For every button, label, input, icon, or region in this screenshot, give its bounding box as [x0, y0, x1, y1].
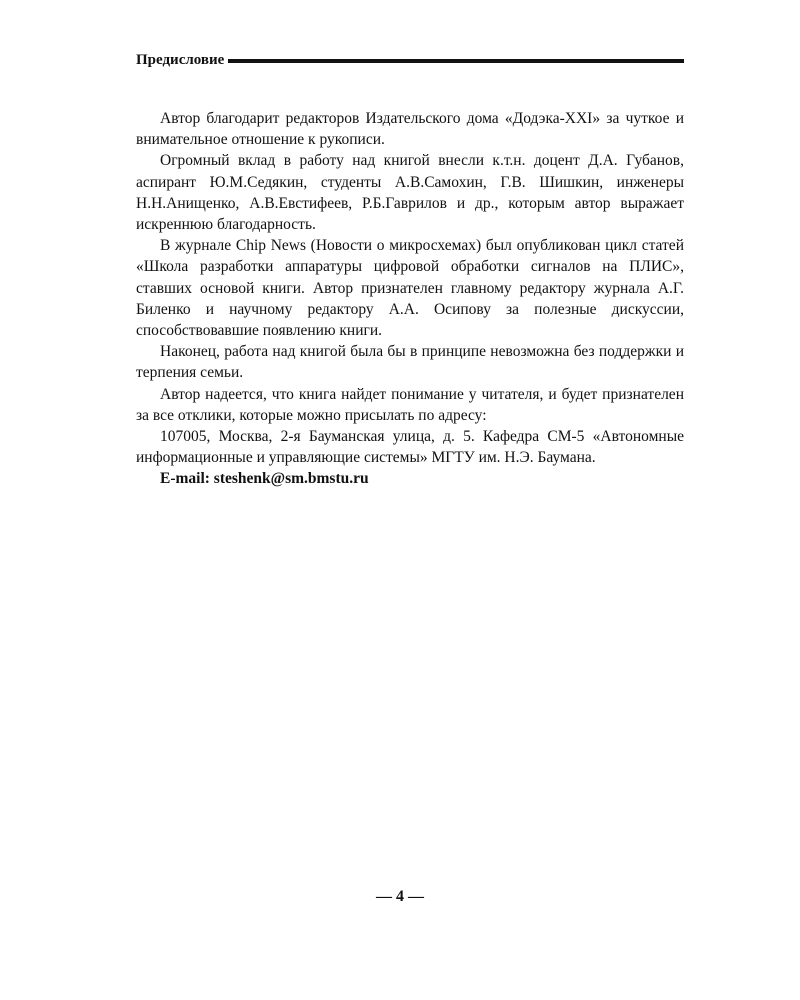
preface-body — [136, 108, 684, 490]
paragraph-contributors: Огромный вклад в работу над книгой внесли к.т.н. доцент Д.А. Губанов, аспирант Ю.М.Седякин, студенты А.В.Самохин, Г.В. Шишкин, инженеры Н.Н.Анищенко, А.В.Евстифеев, Р.Б.Гаврилов и др., которым автор выражает искреннюю благодарность. — [136, 152, 684, 234]
page-number: — 4 — — [376, 888, 424, 905]
paragraph-editors: Автор благодарит редакторов Издательского дома «Додэка-XXI» за чуткое и внимательное отношение к рукописи. — [136, 110, 684, 149]
paragraph-feedback: Автор надеется, что книга найдет понимание у читателя, и будет признателен за все отклики, которые можно присылать по адресу: — [136, 385, 684, 424]
header-rule — [228, 59, 684, 63]
paragraph-journal: В журнале Chip News (Новости о микросхемах) был опубликован цикл статей «Школа разработки аппаратуры цифровой обработки сигналов на ПЛИС», ставших основой книги. Автор признателен главному редактору журнала А.Г. Биленко и научному редактору А.А. Осипову за полезные дискуссии, способствовавшие появлению книги. — [136, 237, 684, 340]
email-line: E-mail: steshenk@sm.bmstu.ru — [160, 470, 369, 488]
paragraph-address: 107005, Москва, 2-я Бауманская улица, д. 5. Кафедра СМ-5 «Автономные информационные и управляющие системы» МГТУ им. Н.Э. Баумана. — [136, 428, 684, 467]
section-title: Предисловие — [136, 51, 225, 68]
running-header — [136, 50, 684, 70]
paragraph-family: Наконец, работа над книгой была бы в принципе невозможна без поддержки и терпения семьи. — [136, 343, 684, 382]
